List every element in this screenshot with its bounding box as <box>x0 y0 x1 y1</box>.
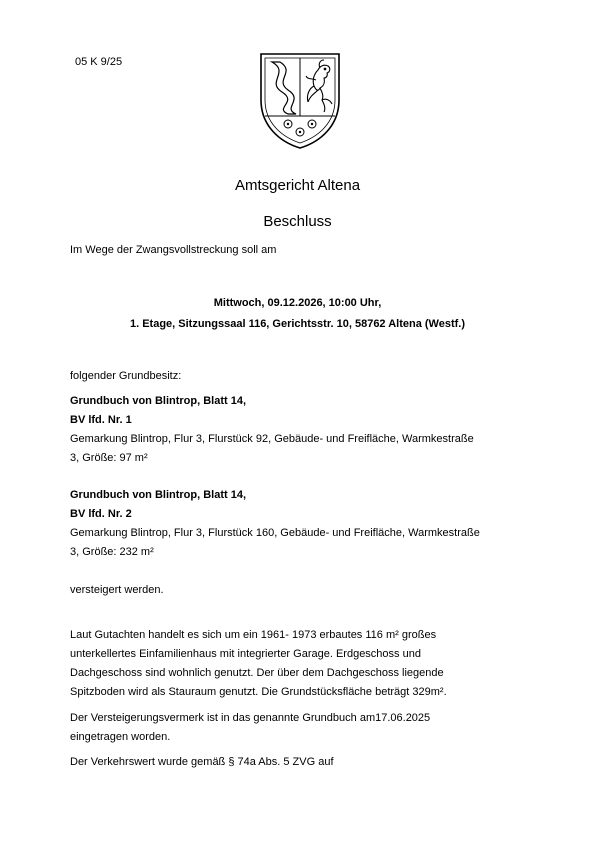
auction-datetime: Mittwoch, 09.12.2026, 10:00 Uhr, <box>213 297 382 309</box>
property-description: Gemarkung Blintrop, Flur 3, Flurstück 160, Gebäude- und Freifläche, Warmkestraße <box>70 527 480 539</box>
paragraph-line: Der Versteigerungsvermerk ist in das genannte Grundbuch am17.06.2025 <box>70 712 431 724</box>
land-register: Grundbuch von Blintrop, Blatt 14, <box>70 489 246 501</box>
auction-outro: versteigert werden. <box>70 584 164 596</box>
bv-number: BV lfd. Nr. 2 <box>70 508 132 520</box>
auction-location: 1. Etage, Sitzungssaal 116, Gerichtsstr. 10, 58762 Altena (Westf.) <box>129 318 466 330</box>
property-description: 3, Größe: 97 m² <box>70 452 148 464</box>
paragraph-line: eingetragen worden. <box>70 731 171 743</box>
paragraph-line: Dachgeschoss sind wohnlich genutzt. Der über dem Dachgeschoss liegende <box>70 667 444 679</box>
file-number: 05 K 9/25 <box>75 56 123 68</box>
coat-of-arms-emblem <box>258 50 342 150</box>
land-register: Grundbuch von Blintrop, Blatt 14, <box>70 395 246 407</box>
court-name: Amtsgericht Altena <box>234 177 361 194</box>
property-description: 3, Größe: 232 m² <box>70 546 154 558</box>
paragraph-line: Spitzboden wird als Stauraum genutzt. Die Grundstücksfläche beträgt 329m². <box>70 686 447 698</box>
paragraph-line: Laut Gutachten handelt es sich um ein 1961- 1973 erbautes 116 m² großes <box>70 629 437 641</box>
market-value-text: Der Verkehrswert wurde gemäß § 74a Abs. 5 ZVG auf <box>70 756 334 768</box>
intro-text: Im Wege der Zwangsvollstreckung soll am <box>70 244 277 256</box>
decision-title: Beschluss <box>263 213 332 230</box>
bv-number: BV lfd. Nr. 1 <box>70 414 132 426</box>
property-description: Gemarkung Blintrop, Flur 3, Flurstück 92, Gebäude- und Freifläche, Warmkestraße <box>70 433 474 445</box>
property-intro: folgender Grundbesitz: <box>70 370 182 382</box>
paragraph-line: unterkellertes Einfamilienhaus mit integrierter Garage. Erdgeschoss und <box>70 648 421 660</box>
